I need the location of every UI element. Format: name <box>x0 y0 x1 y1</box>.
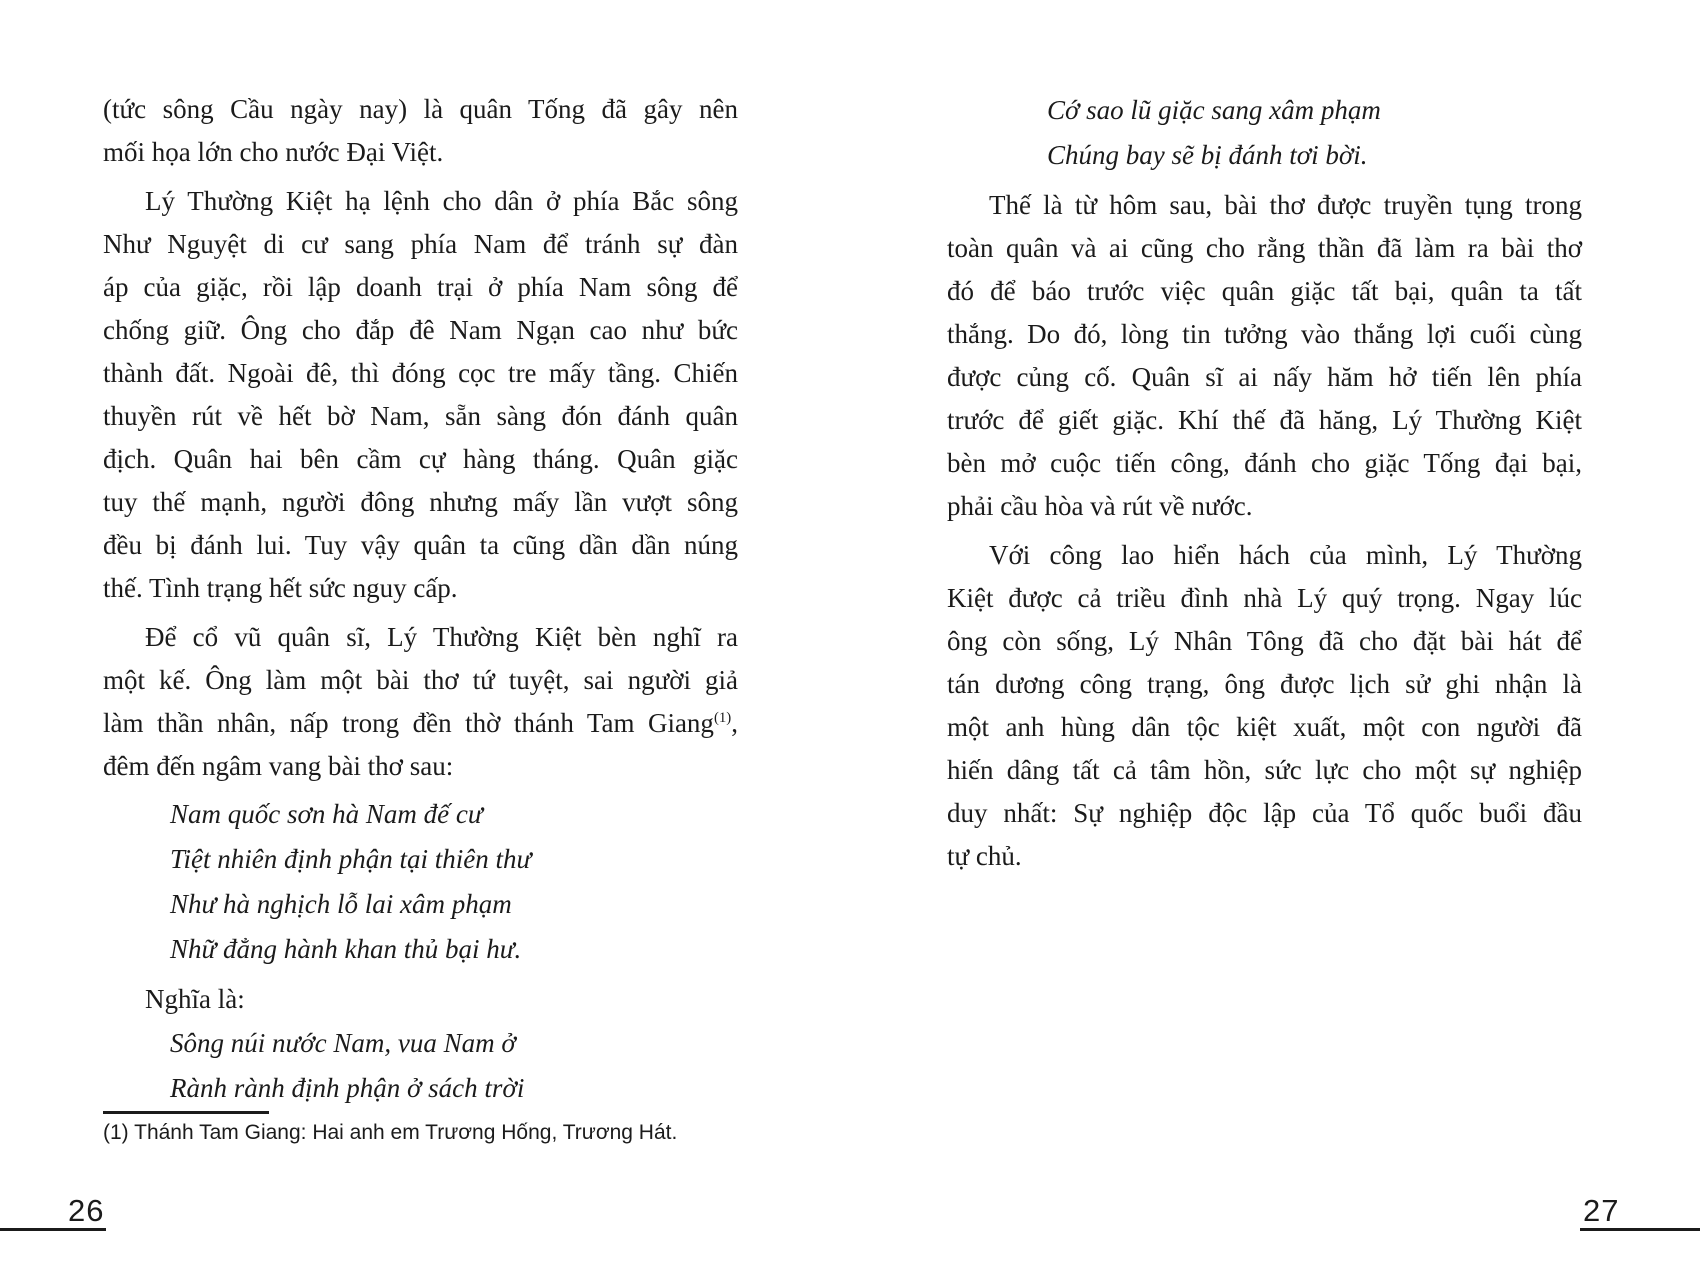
text-line: thành đất. Ngoài đê, thì đóng cọc tre mấy tầng. Chiến <box>103 358 738 388</box>
page-right <box>850 0 1700 1276</box>
footnote-text: (1) Thánh Tam Giang: Hai anh em Trương Hống, Trương Hát. <box>103 1121 678 1144</box>
text-line: (tức sông Cầu ngày nay) là quân Tống đã gây nên <box>103 94 738 124</box>
text-line: chống giữ. Ông cho đắp đê Nam Ngạn cao như bức <box>103 315 738 345</box>
text-line: thế. Tình trạng hết sức nguy cấp. <box>103 573 458 603</box>
text-line: Với công lao hiển hách của mình, Lý Thường <box>989 540 1582 570</box>
text-line: thắng. Do đó, lòng tin tưởng vào thắng lợi cuối cùng <box>947 319 1582 349</box>
page-right-text-column <box>947 88 1582 878</box>
text-line: đêm đến ngâm vang bài thơ sau: <box>103 751 454 781</box>
text-line: mối họa lớn cho nước Đại Việt. <box>103 137 444 167</box>
text-line: thuyền rút về hết bờ Nam, sẵn sàng đón đánh quân <box>103 401 738 431</box>
page-number-right: 27 <box>1583 1193 1620 1228</box>
footnote-reference-superscript: (1) <box>713 710 732 726</box>
text-line: đều bị đánh lui. Tuy vậy quân ta cũng dần dần núng <box>103 530 738 560</box>
text-line: Để cổ vũ quân sĩ, Lý Thường Kiệt bèn nghĩ ra <box>145 622 738 652</box>
text-line: được củng cố. Quân sĩ ai nấy hăm hở tiến lên phía <box>947 362 1582 392</box>
text-line: Như Nguyệt di cư sang phía Nam để tránh sự đàn <box>103 229 738 259</box>
text-line: Kiệt được cả triều đình nhà Lý quý trọng. Ngay lúc <box>947 583 1582 613</box>
text-line: Chúng bay sẽ bị đánh tơi bời. <box>1047 140 1368 170</box>
text-line: hiến dâng tất cả tâm hồn, sức lực cho một sự nghiệp <box>947 755 1582 785</box>
text-line: Sông núi nước Nam, vua Nam ở <box>170 1028 516 1058</box>
text-line: trước để giết giặc. Khí thế đã hăng, Lý Thường Kiệt <box>947 405 1582 435</box>
text-line: một kế. Ông làm một bài thơ tứ tuyệt, sai người giả <box>103 665 738 695</box>
text-line: phải cầu hòa và rút về nước. <box>947 491 1253 521</box>
text-line: duy nhất: Sự nghiệp độc lập của Tổ quốc buổi đầu <box>947 798 1582 828</box>
text-line: Cớ sao lũ giặc sang xâm phạm <box>1047 95 1381 125</box>
text-line: Nam quốc sơn hà Nam đế cư <box>170 799 483 829</box>
text-line: đó để báo trước việc quân giặc tất bại, quân ta tất <box>947 276 1582 306</box>
page-number-left: 26 <box>68 1193 105 1228</box>
text-line: làm thần nhân, nấp trong đền thờ thánh Tam Giang$^{(1)}$, <box>103 708 738 738</box>
text-line: Lý Thường Kiệt hạ lệnh cho dân ở phía Bắc sông <box>145 186 738 216</box>
page-left-text-column <box>103 88 738 1111</box>
text-line: bèn mở cuộc tiến công, đánh cho giặc Tống đại bại, <box>947 448 1582 478</box>
text-line: tuy thế mạnh, người đông nhưng mấy lần vượt sông <box>103 487 738 517</box>
page-number-underline-right <box>1580 1228 1700 1231</box>
text-line: Như hà nghịch lỗ lai xâm phạm <box>170 889 512 919</box>
text-line: tự chủ. <box>947 841 1022 871</box>
text-line: Rành rành định phận ở sách trời <box>170 1073 525 1103</box>
footnote-divider <box>103 1111 269 1114</box>
page-number-underline-left <box>0 1228 106 1231</box>
text-line: Nghĩa là: <box>145 984 245 1014</box>
text-line: ông còn sống, Lý Nhân Tông đã cho đặt bài hát để <box>947 626 1582 656</box>
text-line: một anh hùng dân tộc kiệt xuất, một con người đã <box>947 712 1582 742</box>
text-line: tán dương công trạng, ông được lịch sử ghi nhận là <box>947 669 1582 699</box>
text-line: Thế là từ hôm sau, bài thơ được truyền tụng trong <box>989 190 1582 220</box>
text-line: Tiệt nhiên định phận tại thiên thư <box>170 844 532 874</box>
text-line: Nhữ đẳng hành khan thủ bại hư. <box>170 934 522 964</box>
text-line: toàn quân và ai cũng cho rằng thần đã làm ra bài thơ <box>947 233 1582 263</box>
text-line: địch. Quân hai bên cầm cự hàng tháng. Quân giặc <box>103 444 738 474</box>
text-line: áp của giặc, rồi lập doanh trại ở phía Nam sông để <box>103 272 738 302</box>
